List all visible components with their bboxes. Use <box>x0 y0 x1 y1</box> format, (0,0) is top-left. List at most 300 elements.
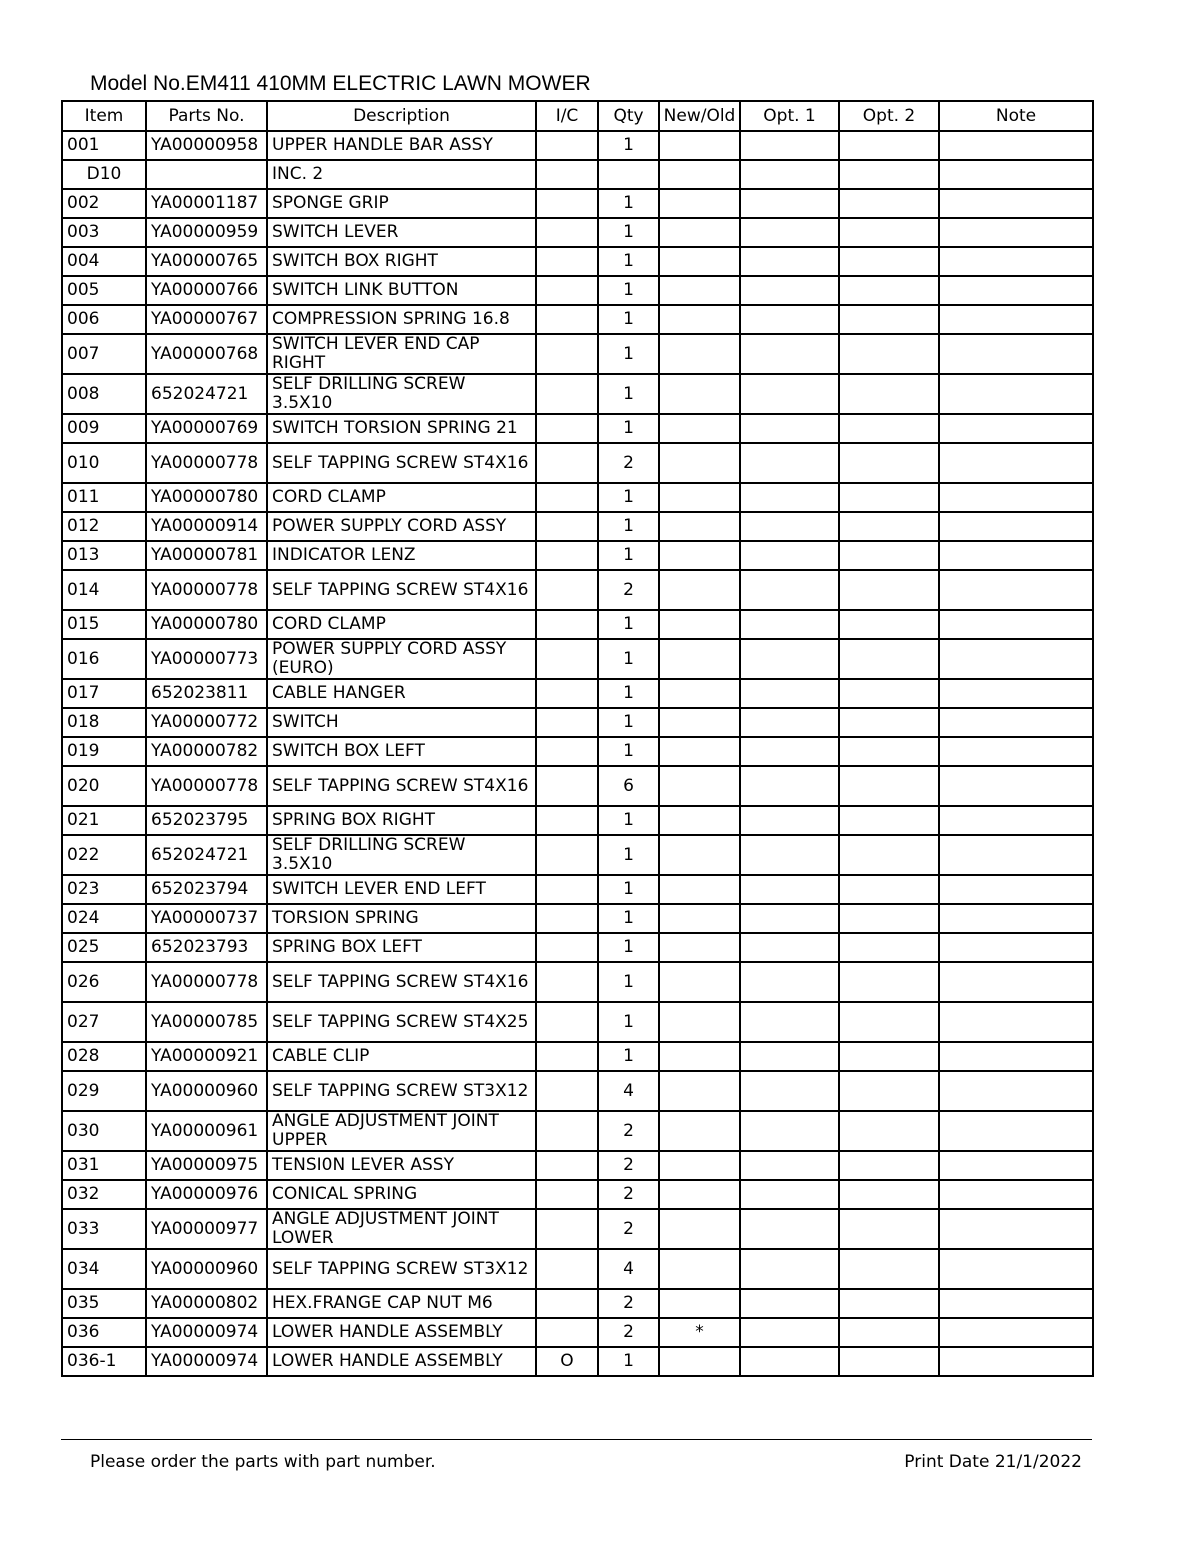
column-header-new-old: New/Old <box>659 101 740 131</box>
cell-description: POWER SUPPLY CORD ASSY (EURO) <box>267 639 536 679</box>
cell-opt-2 <box>839 766 939 806</box>
cell-ic <box>536 835 598 875</box>
cell-new-old <box>659 1111 740 1151</box>
cell-qty: 1 <box>598 512 659 541</box>
cell-qty: 1 <box>598 904 659 933</box>
cell-opt-1 <box>740 131 839 160</box>
cell-opt-2 <box>839 679 939 708</box>
cell-description: INC. 2 <box>267 160 536 189</box>
cell-note <box>939 374 1093 414</box>
cell-qty: 1 <box>598 708 659 737</box>
cell-qty: 1 <box>598 414 659 443</box>
cell-note <box>939 1209 1093 1249</box>
table-row <box>62 247 1093 276</box>
cell-item: 025 <box>62 933 146 962</box>
cell-opt-1 <box>740 639 839 679</box>
page-title: Model No.EM411 410MM ELECTRIC LAWN MOWER <box>90 72 591 95</box>
cell-part-no: 652023811 <box>146 679 267 708</box>
cell-ic <box>536 679 598 708</box>
cell-description: CORD CLAMP <box>267 610 536 639</box>
column-header-item: Item <box>62 101 146 131</box>
cell-part-no: YA00000781 <box>146 541 267 570</box>
cell-part-no: 652024721 <box>146 835 267 875</box>
cell-note <box>939 962 1093 1002</box>
cell-item: 017 <box>62 679 146 708</box>
table-row <box>62 1180 1093 1209</box>
cell-qty: 6 <box>598 766 659 806</box>
cell-item: 027 <box>62 1002 146 1042</box>
cell-new-old <box>659 875 740 904</box>
cell-item: 022 <box>62 835 146 875</box>
cell-part-no: YA00000737 <box>146 904 267 933</box>
cell-opt-1 <box>740 835 839 875</box>
cell-note <box>939 334 1093 374</box>
cell-qty: 2 <box>598 1111 659 1151</box>
cell-qty: 2 <box>598 1318 659 1347</box>
cell-opt-1 <box>740 766 839 806</box>
cell-qty: 1 <box>598 541 659 570</box>
table-row <box>62 443 1093 483</box>
cell-item: 005 <box>62 276 146 305</box>
cell-opt-1 <box>740 414 839 443</box>
cell-new-old <box>659 512 740 541</box>
cell-description: SWITCH LEVER END CAP RIGHT <box>267 334 536 374</box>
table-row <box>62 189 1093 218</box>
column-header-opt-1: Opt. 1 <box>740 101 839 131</box>
cell-note <box>939 218 1093 247</box>
cell-ic <box>536 131 598 160</box>
cell-item: 024 <box>62 904 146 933</box>
cell-item: 031 <box>62 1151 146 1180</box>
cell-new-old <box>659 414 740 443</box>
cell-opt-2 <box>839 835 939 875</box>
cell-opt-2 <box>839 189 939 218</box>
cell-part-no: YA00001187 <box>146 189 267 218</box>
cell-opt-2 <box>839 933 939 962</box>
cell-part-no: YA00000778 <box>146 766 267 806</box>
cell-qty: 1 <box>598 189 659 218</box>
cell-part-no: YA00000976 <box>146 1180 267 1209</box>
cell-qty: 1 <box>598 679 659 708</box>
table-row <box>62 1249 1093 1289</box>
cell-note <box>939 483 1093 512</box>
cell-new-old <box>659 904 740 933</box>
cell-opt-1 <box>740 1071 839 1111</box>
cell-opt-2 <box>839 512 939 541</box>
cell-item: 030 <box>62 1111 146 1151</box>
table-row <box>62 1042 1093 1071</box>
table-row <box>62 1318 1093 1347</box>
cell-note <box>939 570 1093 610</box>
cell-item: 012 <box>62 512 146 541</box>
cell-item: 015 <box>62 610 146 639</box>
cell-part-no: YA00000975 <box>146 1151 267 1180</box>
cell-new-old <box>659 610 740 639</box>
cell-description: LOWER HANDLE ASSEMBLY <box>267 1347 536 1376</box>
cell-opt-2 <box>839 1209 939 1249</box>
cell-note <box>939 305 1093 334</box>
cell-part-no: YA00000782 <box>146 737 267 766</box>
cell-opt-1 <box>740 374 839 414</box>
cell-note <box>939 160 1093 189</box>
cell-item: 028 <box>62 1042 146 1071</box>
column-header-qty: Qty <box>598 101 659 131</box>
cell-opt-1 <box>740 570 839 610</box>
cell-opt-2 <box>839 247 939 276</box>
cell-item: 034 <box>62 1249 146 1289</box>
cell-ic <box>536 414 598 443</box>
cell-ic <box>536 1111 598 1151</box>
cell-ic <box>536 189 598 218</box>
cell-opt-1 <box>740 737 839 766</box>
cell-item: 011 <box>62 483 146 512</box>
cell-description: CONICAL SPRING <box>267 1180 536 1209</box>
cell-new-old <box>659 835 740 875</box>
cell-new-old <box>659 1180 740 1209</box>
cell-opt-1 <box>740 218 839 247</box>
cell-opt-2 <box>839 374 939 414</box>
cell-opt-2 <box>839 708 939 737</box>
cell-note <box>939 1289 1093 1318</box>
cell-part-no: YA00000921 <box>146 1042 267 1071</box>
cell-item: 009 <box>62 414 146 443</box>
cell-new-old <box>659 708 740 737</box>
cell-new-old <box>659 276 740 305</box>
cell-item: 001 <box>62 131 146 160</box>
cell-opt-1 <box>740 904 839 933</box>
cell-item: 016 <box>62 639 146 679</box>
cell-ic <box>536 1002 598 1042</box>
cell-note <box>939 1151 1093 1180</box>
cell-opt-1 <box>740 512 839 541</box>
parts-table-body <box>62 131 1093 1376</box>
cell-new-old <box>659 933 740 962</box>
cell-part-no: YA00000961 <box>146 1111 267 1151</box>
cell-item: 010 <box>62 443 146 483</box>
cell-description: CABLE HANGER <box>267 679 536 708</box>
cell-part-no: YA00000977 <box>146 1209 267 1249</box>
cell-item: 020 <box>62 766 146 806</box>
cell-note <box>939 904 1093 933</box>
cell-description: SPRING BOX RIGHT <box>267 806 536 835</box>
cell-opt-2 <box>839 1318 939 1347</box>
cell-item: 008 <box>62 374 146 414</box>
cell-opt-1 <box>740 1209 839 1249</box>
cell-opt-2 <box>839 414 939 443</box>
cell-new-old <box>659 570 740 610</box>
cell-new-old <box>659 806 740 835</box>
cell-part-no: YA00000765 <box>146 247 267 276</box>
cell-ic <box>536 541 598 570</box>
cell-item: 019 <box>62 737 146 766</box>
cell-part-no: YA00000780 <box>146 610 267 639</box>
cell-part-no: YA00000780 <box>146 483 267 512</box>
cell-qty: 1 <box>598 737 659 766</box>
cell-new-old <box>659 160 740 189</box>
cell-opt-1 <box>740 1318 839 1347</box>
cell-item: 003 <box>62 218 146 247</box>
table-row <box>62 570 1093 610</box>
cell-qty: 2 <box>598 1151 659 1180</box>
cell-description: CABLE CLIP <box>267 1042 536 1071</box>
cell-new-old <box>659 962 740 1002</box>
cell-note <box>939 414 1093 443</box>
cell-description: SELF TAPPING SCREW ST4X16 <box>267 962 536 1002</box>
cell-description: SELF TAPPING SCREW ST4X16 <box>267 570 536 610</box>
cell-part-no: 652024721 <box>146 374 267 414</box>
cell-ic <box>536 305 598 334</box>
table-row <box>62 806 1093 835</box>
cell-qty: 1 <box>598 639 659 679</box>
table-row <box>62 483 1093 512</box>
cell-part-no: YA00000958 <box>146 131 267 160</box>
cell-opt-2 <box>839 1180 939 1209</box>
cell-note <box>939 1318 1093 1347</box>
table-row <box>62 414 1093 443</box>
cell-ic <box>536 1249 598 1289</box>
cell-description: SWITCH LINK BUTTON <box>267 276 536 305</box>
table-row <box>62 1002 1093 1042</box>
cell-qty: 1 <box>598 305 659 334</box>
cell-ic <box>536 512 598 541</box>
cell-description: SWITCH <box>267 708 536 737</box>
cell-new-old <box>659 131 740 160</box>
cell-note <box>939 189 1093 218</box>
cell-opt-2 <box>839 131 939 160</box>
cell-part-no: YA00000766 <box>146 276 267 305</box>
cell-ic <box>536 1180 598 1209</box>
cell-opt-2 <box>839 218 939 247</box>
cell-item: 029 <box>62 1071 146 1111</box>
cell-qty: 2 <box>598 1289 659 1318</box>
cell-new-old <box>659 679 740 708</box>
cell-new-old <box>659 541 740 570</box>
cell-opt-2 <box>839 806 939 835</box>
cell-opt-2 <box>839 1151 939 1180</box>
cell-item: 032 <box>62 1180 146 1209</box>
cell-part-no: YA00000959 <box>146 218 267 247</box>
cell-ic <box>536 570 598 610</box>
table-row <box>62 374 1093 414</box>
cell-opt-1 <box>740 276 839 305</box>
cell-opt-1 <box>740 679 839 708</box>
cell-note <box>939 512 1093 541</box>
cell-new-old <box>659 1071 740 1111</box>
cell-description: SWITCH TORSION SPRING 21 <box>267 414 536 443</box>
cell-opt-2 <box>839 875 939 904</box>
cell-new-old <box>659 189 740 218</box>
cell-opt-2 <box>839 541 939 570</box>
cell-note <box>939 1249 1093 1289</box>
footer-divider <box>61 1439 1092 1440</box>
cell-opt-1 <box>740 1347 839 1376</box>
table-row <box>62 708 1093 737</box>
cell-opt-2 <box>839 1042 939 1071</box>
cell-opt-1 <box>740 962 839 1002</box>
table-row <box>62 334 1093 374</box>
cell-description: SWITCH BOX LEFT <box>267 737 536 766</box>
cell-ic <box>536 1071 598 1111</box>
cell-note <box>939 1111 1093 1151</box>
cell-description: SELF TAPPING SCREW ST4X25 <box>267 1002 536 1042</box>
table-row <box>62 1071 1093 1111</box>
cell-opt-2 <box>839 1289 939 1318</box>
cell-ic <box>536 218 598 247</box>
table-row <box>62 1347 1093 1376</box>
cell-opt-1 <box>740 1289 839 1318</box>
cell-new-old <box>659 305 740 334</box>
cell-part-no: YA00000960 <box>146 1071 267 1111</box>
cell-opt-1 <box>740 541 839 570</box>
cell-qty: 1 <box>598 835 659 875</box>
cell-new-old: * <box>659 1318 740 1347</box>
cell-item: 033 <box>62 1209 146 1249</box>
cell-ic <box>536 962 598 1002</box>
cell-opt-2 <box>839 1071 939 1111</box>
cell-description: INDICATOR LENZ <box>267 541 536 570</box>
cell-note <box>939 610 1093 639</box>
print-date: Print Date 21/1/2022 <box>904 1452 1082 1472</box>
cell-description: CORD CLAMP <box>267 483 536 512</box>
cell-ic <box>536 374 598 414</box>
cell-part-no: YA00000914 <box>146 512 267 541</box>
cell-new-old <box>659 639 740 679</box>
cell-opt-2 <box>839 1347 939 1376</box>
cell-note <box>939 737 1093 766</box>
cell-part-no: YA00000767 <box>146 305 267 334</box>
cell-note <box>939 766 1093 806</box>
cell-description: POWER SUPPLY CORD ASSY <box>267 512 536 541</box>
cell-note <box>939 875 1093 904</box>
cell-part-no: YA00000974 <box>146 1318 267 1347</box>
cell-note <box>939 1071 1093 1111</box>
cell-opt-1 <box>740 160 839 189</box>
cell-opt-1 <box>740 806 839 835</box>
cell-part-no: YA00000778 <box>146 443 267 483</box>
cell-ic <box>536 610 598 639</box>
cell-note <box>939 131 1093 160</box>
table-row <box>62 541 1093 570</box>
cell-description: SELF DRILLING SCREW 3.5X10 <box>267 374 536 414</box>
cell-qty: 1 <box>598 933 659 962</box>
cell-opt-1 <box>740 875 839 904</box>
cell-note <box>939 639 1093 679</box>
cell-opt-1 <box>740 334 839 374</box>
cell-part-no: 652023793 <box>146 933 267 962</box>
cell-part-no: YA00000768 <box>146 334 267 374</box>
table-row <box>62 639 1093 679</box>
cell-qty: 1 <box>598 131 659 160</box>
cell-ic <box>536 708 598 737</box>
cell-description: ANGLE ADJUSTMENT JOINT LOWER <box>267 1209 536 1249</box>
cell-description: LOWER HANDLE ASSEMBLY <box>267 1318 536 1347</box>
cell-new-old <box>659 443 740 483</box>
cell-new-old <box>659 483 740 512</box>
cell-qty: 1 <box>598 806 659 835</box>
cell-item: 018 <box>62 708 146 737</box>
cell-ic <box>536 443 598 483</box>
cell-opt-2 <box>839 610 939 639</box>
table-row <box>62 904 1093 933</box>
column-header-ic: I/C <box>536 101 598 131</box>
cell-new-old <box>659 1042 740 1071</box>
table-row <box>62 737 1093 766</box>
cell-opt-1 <box>740 1249 839 1289</box>
table-row <box>62 512 1093 541</box>
cell-ic <box>536 160 598 189</box>
cell-description: SWITCH LEVER <box>267 218 536 247</box>
cell-ic <box>536 806 598 835</box>
cell-note <box>939 443 1093 483</box>
cell-new-old <box>659 247 740 276</box>
cell-qty: 2 <box>598 443 659 483</box>
table-row <box>62 1151 1093 1180</box>
cell-ic <box>536 904 598 933</box>
cell-qty: 1 <box>598 483 659 512</box>
cell-description: SPRING BOX LEFT <box>267 933 536 962</box>
cell-item: 035 <box>62 1289 146 1318</box>
cell-qty: 2 <box>598 570 659 610</box>
cell-qty: 1 <box>598 247 659 276</box>
column-header-parts-no: Parts No. <box>146 101 267 131</box>
cell-part-no: 652023794 <box>146 875 267 904</box>
cell-item: D10 <box>62 160 146 189</box>
table-row <box>62 131 1093 160</box>
cell-qty: 1 <box>598 1042 659 1071</box>
cell-opt-2 <box>839 1002 939 1042</box>
cell-description: UPPER HANDLE BAR ASSY <box>267 131 536 160</box>
table-row <box>62 1111 1093 1151</box>
column-header-opt-2: Opt. 2 <box>839 101 939 131</box>
cell-note <box>939 933 1093 962</box>
cell-note <box>939 708 1093 737</box>
cell-new-old <box>659 218 740 247</box>
cell-opt-2 <box>839 483 939 512</box>
cell-new-old <box>659 1347 740 1376</box>
cell-new-old <box>659 1289 740 1318</box>
cell-qty: 1 <box>598 218 659 247</box>
cell-item: 036 <box>62 1318 146 1347</box>
table-row <box>62 1289 1093 1318</box>
table-row <box>62 276 1093 305</box>
cell-description: ANGLE ADJUSTMENT JOINT UPPER <box>267 1111 536 1151</box>
cell-opt-2 <box>839 570 939 610</box>
parts-table <box>61 100 1094 1377</box>
cell-item: 036-1 <box>62 1347 146 1376</box>
cell-opt-1 <box>740 247 839 276</box>
cell-new-old <box>659 334 740 374</box>
cell-ic <box>536 483 598 512</box>
cell-opt-1 <box>740 483 839 512</box>
table-row <box>62 218 1093 247</box>
cell-description: TORSION SPRING <box>267 904 536 933</box>
table-row <box>62 160 1093 189</box>
cell-description: SWITCH BOX RIGHT <box>267 247 536 276</box>
footer-note: Please order the parts with part number. <box>90 1452 436 1472</box>
cell-description: COMPRESSION SPRING 16.8 <box>267 305 536 334</box>
cell-opt-2 <box>839 904 939 933</box>
cell-description: TENSI0N LEVER ASSY <box>267 1151 536 1180</box>
cell-opt-1 <box>740 933 839 962</box>
column-header-description: Description <box>267 101 536 131</box>
cell-qty: 1 <box>598 276 659 305</box>
cell-ic <box>536 875 598 904</box>
cell-new-old <box>659 737 740 766</box>
cell-ic: O <box>536 1347 598 1376</box>
cell-qty: 2 <box>598 1180 659 1209</box>
cell-opt-2 <box>839 639 939 679</box>
cell-qty: 2 <box>598 1209 659 1249</box>
